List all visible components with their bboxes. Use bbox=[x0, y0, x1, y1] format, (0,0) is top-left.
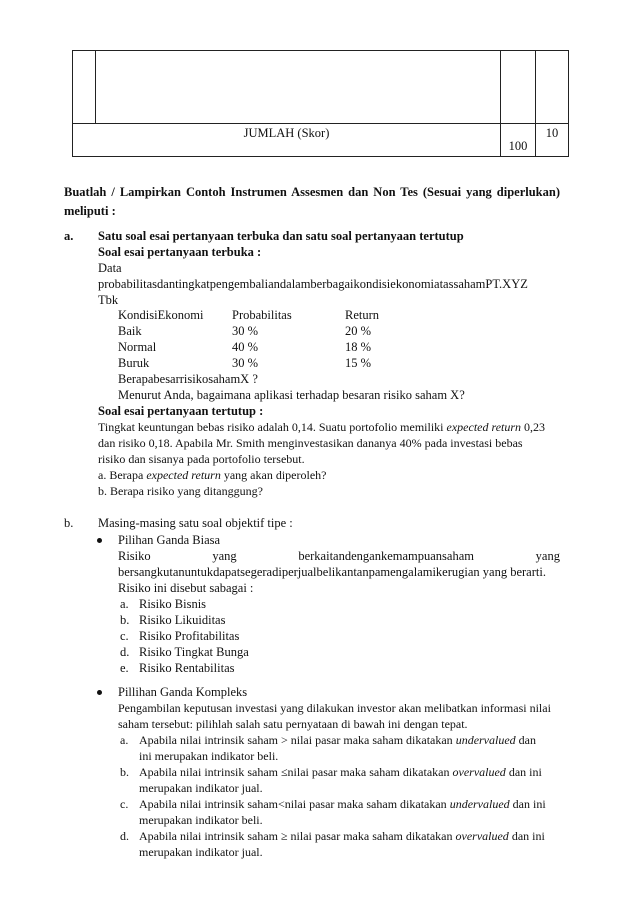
pgk-line-1: Pengambilan keputusan investasi yang dilakukan investor akan melibatkan informasi nilai bbox=[118, 701, 551, 715]
option-text: Apabila nilai intrinsik saham ≥ nilai pasar maka saham dikatakan overvalued dan ini bbox=[139, 829, 545, 843]
pg-title: Pilihan Ganda Biasa bbox=[118, 533, 221, 547]
section-a-marker: a. bbox=[64, 229, 74, 243]
closed-question-a: a. Berapa expected return yang akan diperoleh? bbox=[98, 468, 327, 482]
option-text: Risiko Likuiditas bbox=[139, 613, 226, 627]
table-cell: 15 % bbox=[345, 356, 372, 370]
table-cell bbox=[536, 51, 569, 124]
score-table-empty-row bbox=[73, 51, 569, 124]
pg-line-3: Risiko ini disebut sabagai : bbox=[118, 581, 254, 595]
option-marker: b. bbox=[120, 613, 130, 627]
data-text-2: Tbk bbox=[98, 293, 119, 307]
table-cell: Baik bbox=[118, 324, 142, 338]
option-text: Risiko Rentabilitas bbox=[139, 661, 235, 675]
table-cell bbox=[96, 51, 501, 124]
closed-question-line-3: risiko dan sisanya pada portofolio tersebut. bbox=[98, 452, 305, 466]
bullet-icon bbox=[97, 538, 102, 543]
pg-word: yang bbox=[535, 549, 560, 563]
closed-question-line-1: Tingkat keuntungan bebas risiko adalah 0,14. Suatu portofolio memiliki expected return 0,23 bbox=[98, 420, 546, 434]
open-question-heading: Soal esai pertanyaan terbuka : bbox=[98, 245, 262, 259]
table-header-probabilitas: Probabilitas bbox=[232, 308, 292, 322]
option-marker: d. bbox=[120, 829, 129, 843]
option-text-cont: merupakan indikator jual. bbox=[139, 845, 263, 859]
score-table-total-row bbox=[73, 124, 569, 157]
pgk-line-2: saham tersebut: pilihlah salah satu pernyataan di bawah ini dengan tepat. bbox=[118, 717, 468, 731]
question-2: Menurut Anda, bagaimana aplikasi terhadap besaran risiko saham X? bbox=[118, 388, 465, 402]
bullet-icon bbox=[97, 690, 102, 695]
score-table bbox=[72, 50, 569, 157]
table-cell: 20 % bbox=[345, 324, 372, 338]
option-text: Apabila nilai intrinsik saham<nilai pasar maka saham dikatakan undervalued dan ini bbox=[139, 797, 546, 811]
score-10: 10 bbox=[536, 124, 569, 157]
option-marker: c. bbox=[120, 629, 129, 643]
table-cell: 30 % bbox=[232, 324, 259, 338]
pg-line-1 bbox=[118, 548, 560, 564]
option-text: Risiko Tingkat Bunga bbox=[139, 645, 249, 659]
table-cell: 30 % bbox=[232, 356, 259, 370]
option-text: Risiko Bisnis bbox=[139, 597, 207, 611]
option-text: Apabila nilai intrinsik saham ≤nilai pasar maka saham dikatakan overvalued dan ini bbox=[139, 765, 542, 779]
section-b-title: Masing-masing satu soal objektif tipe : bbox=[98, 516, 293, 530]
option-text-cont: merupakan indikator beli. bbox=[139, 813, 263, 827]
option-marker: b. bbox=[120, 765, 129, 779]
option-marker: a. bbox=[120, 733, 129, 747]
jumlah-label: JUMLAH (Skor) bbox=[73, 124, 501, 157]
option-marker: c. bbox=[120, 797, 129, 811]
table-cell bbox=[501, 51, 536, 124]
closed-question-line-2: dan risiko 0,18. Apabila Mr. Smith menginvestasikan dananya 40% pada investasi bebas bbox=[98, 436, 523, 450]
option-marker: e. bbox=[120, 661, 129, 675]
question-1: BerapabesarrisikosahamX ? bbox=[118, 372, 258, 386]
closed-question-heading: Soal esai pertanyaan tertutup : bbox=[98, 404, 264, 418]
score-100: 100 bbox=[501, 124, 536, 157]
data-text: probabilitasdantingkatpengembaliandalamberbagaikondisiekonomiatassahamPT.XYZ bbox=[98, 277, 528, 291]
table-header-kondisi: KondisiEkonomi bbox=[118, 308, 204, 322]
option-text: Apabila nilai intrinsik saham > nilai pasar maka saham dikatakan undervalued dan bbox=[139, 733, 536, 747]
option-text: Risiko Profitabilitas bbox=[139, 629, 240, 643]
pg-line-2: bersangkutanuntukdapatsegeradiperjualbelikantanpamengalamikerugian yang berarti. bbox=[118, 565, 546, 579]
closed-question-b: b. Berapa risiko yang ditanggung? bbox=[98, 484, 263, 498]
table-header-return: Return bbox=[345, 308, 380, 322]
option-marker: a. bbox=[120, 597, 129, 611]
table-cell bbox=[73, 51, 96, 124]
option-text-cont: ini merupakan indikator beli. bbox=[139, 749, 279, 763]
table-cell: Buruk bbox=[118, 356, 150, 370]
table-cell: 18 % bbox=[345, 340, 372, 354]
section-b-marker: b. bbox=[64, 516, 74, 530]
option-marker: d. bbox=[120, 645, 130, 659]
data-label: Data bbox=[98, 261, 122, 275]
pg-word: berkaitandengankemampuansaham bbox=[298, 549, 474, 563]
pg-word: yang bbox=[212, 549, 237, 563]
table-cell: 40 % bbox=[232, 340, 259, 354]
table-cell: Normal bbox=[118, 340, 157, 354]
pg-word: Risiko bbox=[118, 549, 151, 563]
pgk-title: Pillihan Ganda Kompleks bbox=[118, 685, 248, 699]
option-text-cont: merupakan indikator jual. bbox=[139, 781, 263, 795]
section-a-title: Satu soal esai pertanyaan terbuka dan satu soal pertanyaan tertutup bbox=[98, 229, 464, 243]
intro-instruction: Buatlah / Lampirkan Contoh Instrumen Assesmen dan Non Tes (Sesuai yang diperlukan) meliputi : bbox=[64, 185, 560, 218]
